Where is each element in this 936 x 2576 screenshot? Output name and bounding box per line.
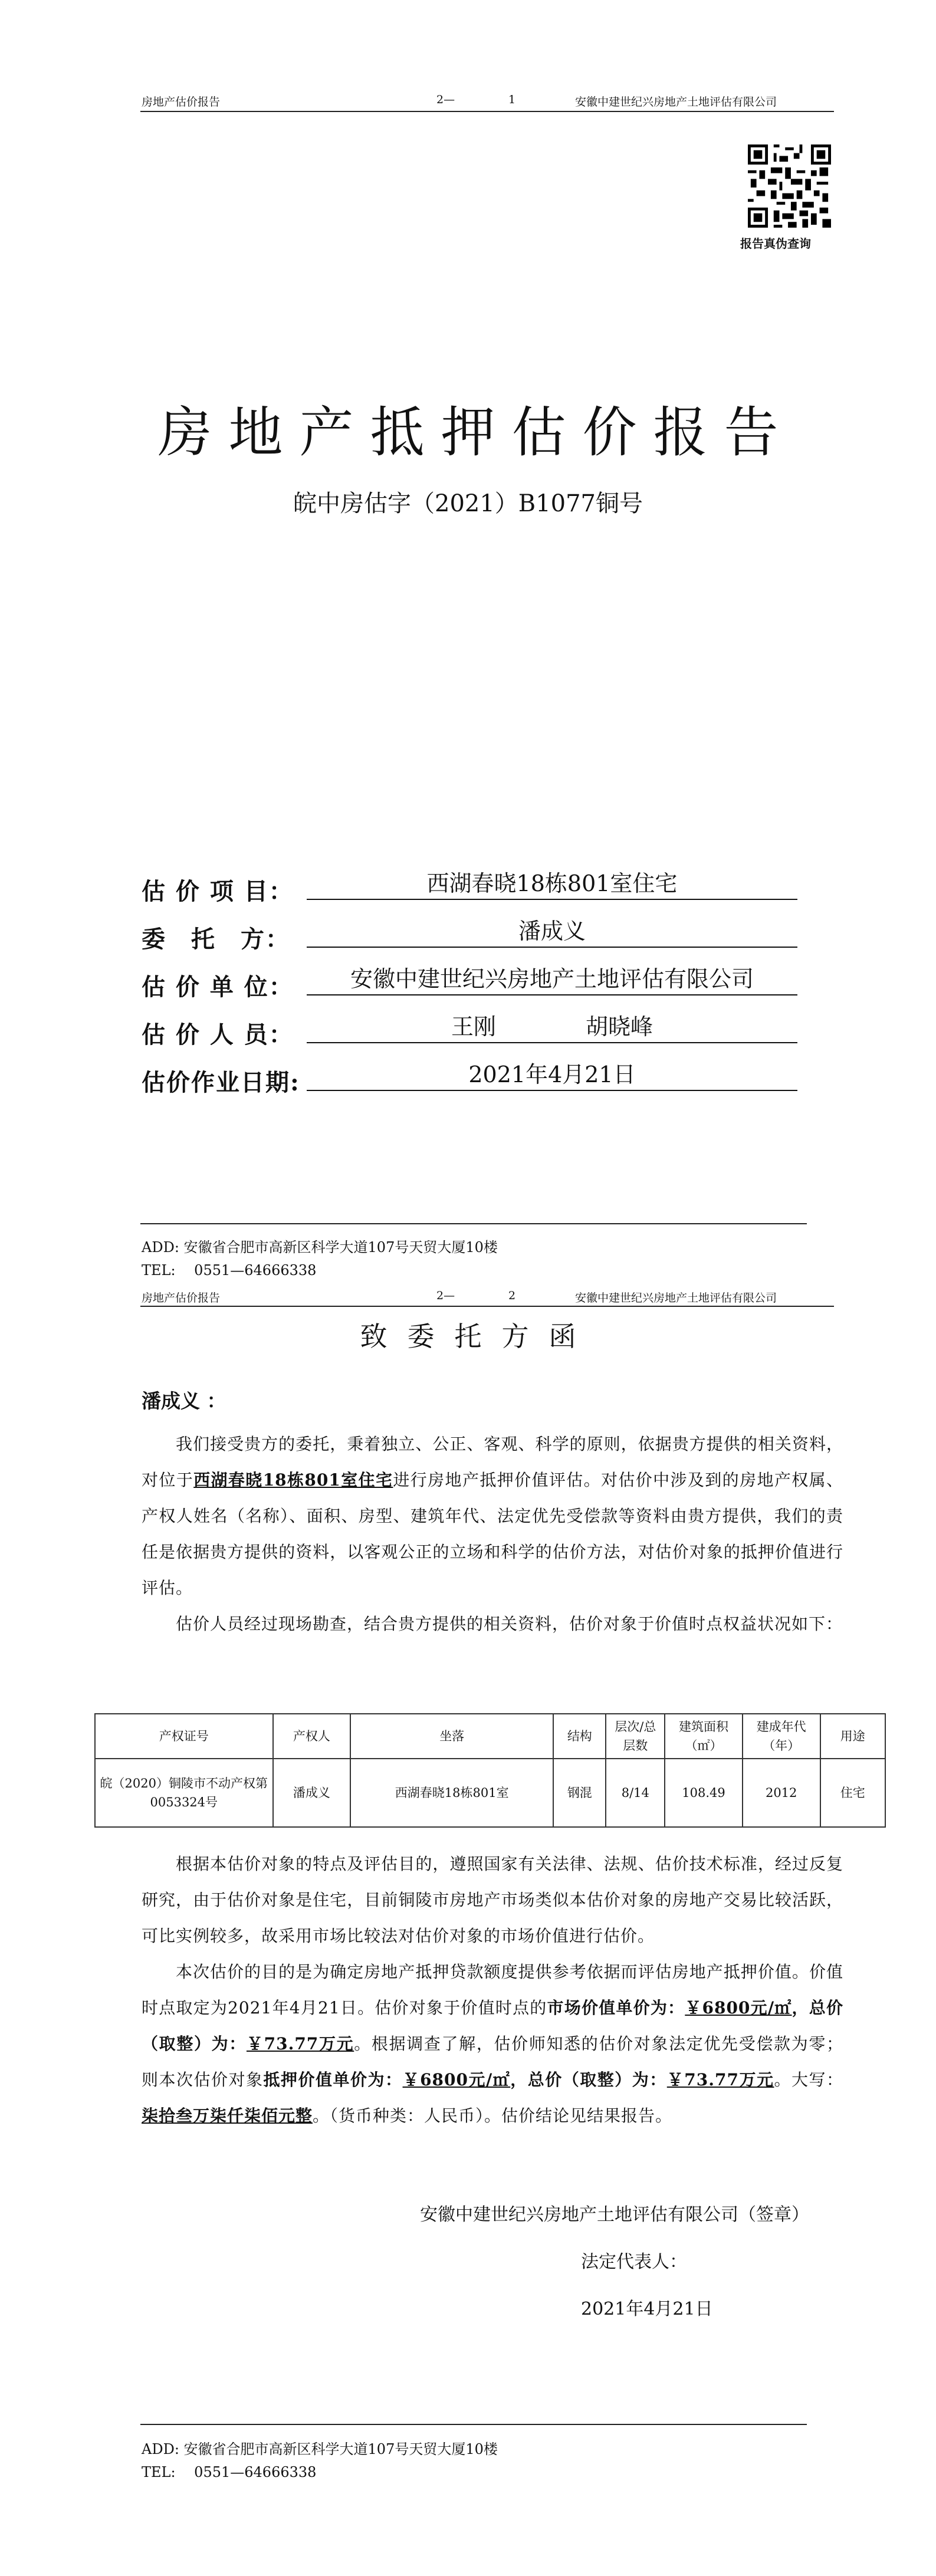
qr-code-icon[interactable] — [748, 144, 831, 228]
paragraph-2: 估价人员经过现场勘查，结合贵方提供的相关资料，估价对象于价值时点权益状况如下： — [176, 1614, 843, 1634]
info-value-client: 潘成义 — [307, 916, 797, 948]
info-value-appraisers: 王刚 胡晓峰 — [307, 1011, 797, 1043]
amount-in-words: 柒拾叁万柒仟柒佰元整 — [142, 2106, 313, 2125]
page-header-total: 2— — [436, 1289, 455, 1302]
table-header-cell: 用途 — [820, 1714, 885, 1759]
paragraph-4: 本次估价的目的是为确定房地产抵押贷款额度提供参考依据而评估房地产抵押价值。价值时点取定为2021年4月21日。估价对象于价值时点的市场价值单价为：￥6800元/㎡，总价（取整）为：￥73.77万元。根据调查了解，估价师知悉的估价对象法定优先受偿款为零；则本次估价对象抵押价值单价为：￥6800元/㎡，总价（取整）为：￥73.77万元。大写：柒拾叁万柒仟柒佰元整。（货币种类：人民币）。估价结论见结果报告。 — [142, 1962, 843, 2125]
info-label-unit: 估 价 单 位： — [142, 973, 294, 1001]
market-total-price: ￥73.77万元 — [246, 2034, 354, 2053]
signature-representative: 法定代表人： — [581, 2252, 687, 2272]
table-header-cell: 建成年代（年） — [743, 1714, 820, 1759]
info-value-unit: 安徽中建世纪兴房地产土地评估有限公司 — [307, 964, 797, 995]
info-value-project: 西湖春晓18栋801室住宅 — [307, 868, 797, 900]
table-header-cell: 结构 — [553, 1714, 606, 1759]
table-cell-cert-no: 皖（2020）铜陵市不动产权第0053324号 — [95, 1759, 273, 1827]
table-cell-use: 住宅 — [820, 1759, 885, 1827]
qr-caption: 报告真伪查询 — [740, 236, 811, 251]
mortgage-total-price: ￥73.77万元 — [666, 2070, 774, 2089]
footer-tel: TEL: 0551—64666338 — [142, 2464, 317, 2480]
page-header-left: 房地产估价报告 — [142, 96, 221, 109]
report-title: 房地产抵押估价报告 — [157, 401, 795, 464]
table-header-cell: 建筑面积（㎡） — [665, 1714, 743, 1759]
page-header-number: 1 — [508, 93, 516, 106]
property-rights-table — [94, 1713, 886, 1828]
table-row — [95, 1759, 885, 1827]
header-rule — [140, 1306, 834, 1307]
info-value-date: 2021年4月21日 — [307, 1059, 797, 1091]
footer-address: ADD: 安徽省合肥市高新区科学大道107号天贸大厦10楼 — [142, 2441, 498, 2457]
table-cell-location: 西湖春晓18栋801室 — [350, 1759, 553, 1827]
paragraph-1: 我们接受贵方的委托，秉着独立、公正、客观、科学的原则，依据贵方提供的相关资料，对位于西湖春晓18栋801室住宅进行房地产抵押价值评估。对估价中涉及到的房地产权属、产权人姓名（名称）、面积、房型、建筑年代、法定优先受偿款等资料由贵方提供，我们的责任是依据贵方提供的资料，以客观公正的立场和科学的估价方法，对估价对象的抵押价值进行评估。 — [142, 1434, 843, 1598]
table-header-cell: 层次/总层数 — [606, 1714, 665, 1759]
market-unit-price: ￥6800元/㎡ — [685, 1998, 792, 2018]
page-header-total: 2— — [436, 93, 455, 106]
table-cell-structure: 钢混 — [553, 1759, 606, 1827]
letter-body-bottom — [142, 1846, 843, 2134]
paragraph-3: 根据本估价对象的特点及评估目的，遵照国家有关法律、法规、估价技术标准，经过反复研究，由于估价对象是住宅，目前铜陵市房地产市场类似本估价对象的房地产交易比较活跃，可比实例较多，故采用市场比较法对估价对象的市场价值进行估价。 — [142, 1854, 843, 1946]
page-header-right: 安徽中建世纪兴房地产土地评估有限公司 — [575, 96, 777, 109]
report-number: 皖中房估字（2021）B1077铜号 — [293, 490, 643, 517]
addressee: 潘成义 ： — [142, 1389, 226, 1412]
footer-rule — [140, 2424, 807, 2425]
table-header-row — [95, 1714, 885, 1759]
property-address: 西湖春晓18栋801室住宅 — [193, 1470, 393, 1490]
page-header-left: 房地产估价报告 — [142, 1292, 221, 1305]
signature-date: 2021年4月21日 — [581, 2299, 713, 2319]
mortgage-unit-price: ￥6800元/㎡ — [402, 2070, 511, 2089]
table-header-cell: 坐落 — [350, 1714, 553, 1759]
table-cell-area: 108.49 — [665, 1759, 743, 1827]
letter-title: 致委托方函 — [360, 1320, 596, 1352]
info-label-client: 委 托 方： — [142, 925, 290, 953]
footer-address: ADD: 安徽省合肥市高新区科学大道107号天贸大厦10楼 — [142, 1239, 498, 1256]
table-header-cell: 产权人 — [273, 1714, 351, 1759]
page-header-number: 2 — [508, 1289, 516, 1302]
signature-company: 安徽中建世纪兴房地产土地评估有限公司（签章） — [420, 2204, 809, 2225]
info-label-appraisers: 估 价 人 员： — [142, 1021, 294, 1049]
page-header-right: 安徽中建世纪兴房地产土地评估有限公司 — [575, 1292, 777, 1305]
table-header-cell: 产权证号 — [95, 1714, 273, 1759]
table-cell-year: 2012 — [743, 1759, 820, 1827]
footer-tel: TEL: 0551—64666338 — [142, 1262, 317, 1279]
footer-rule — [140, 1223, 807, 1224]
table-cell-owner: 潘成义 — [273, 1759, 351, 1827]
info-label-date: 估价作业日期: — [142, 1069, 300, 1096]
table-cell-floor: 8/14 — [606, 1759, 665, 1827]
header-rule — [140, 111, 834, 112]
info-label-project: 估 价 项 目： — [142, 878, 294, 905]
letter-body-top — [142, 1426, 843, 1642]
